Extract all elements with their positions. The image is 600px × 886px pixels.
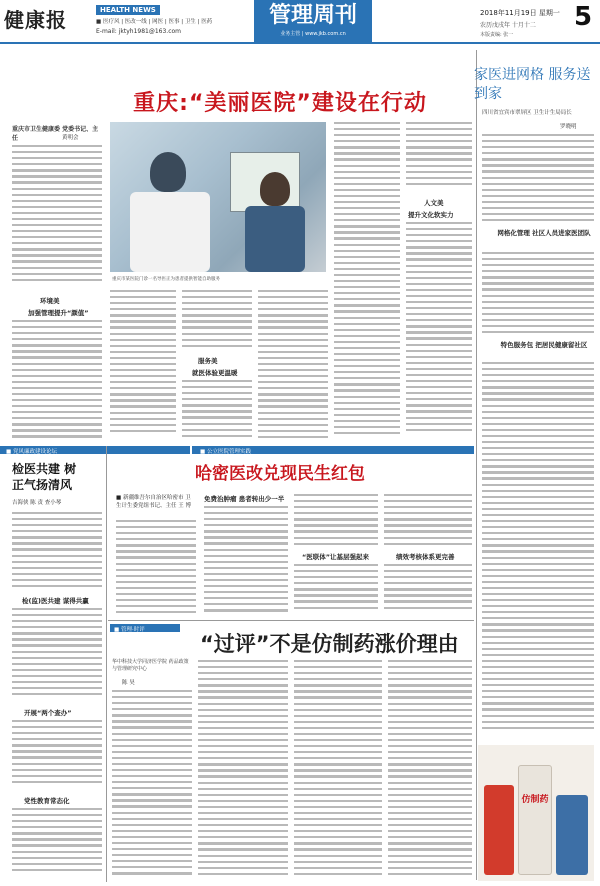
party-forum-label: ■ 党风廉政建设论坛	[6, 449, 57, 455]
generic-body-4	[388, 660, 472, 880]
lower-section-divider	[108, 620, 474, 621]
hami-headline: 哈密医改兑现民生红包	[195, 464, 365, 484]
lead-photo	[110, 122, 326, 272]
hami-byline: ■ 新疆维吾尔自治区哈密市 卫生计生委党组书记、主任 王 博	[116, 495, 191, 509]
left-box-body-3	[12, 720, 102, 792]
left-box-divider	[106, 446, 107, 882]
commentary-label: ■ 管理·时评	[114, 627, 145, 633]
left-subhead-cooperation: 检(监)医共建 谋得共赢	[22, 597, 89, 605]
left-box-body-2	[12, 608, 102, 704]
hami-body-6	[384, 564, 472, 616]
lead-body-col5	[334, 122, 400, 444]
newspaper-brand: 健康报	[4, 8, 67, 32]
lead-body-col3	[182, 290, 252, 350]
generic-body-2	[198, 660, 288, 880]
right-subhead-package: 特色服务包 把居民健康留社区	[500, 341, 588, 349]
hami-body-3	[294, 494, 378, 548]
left-subhead-party-education: 党性教育常态化	[24, 797, 70, 805]
right-article-kicker: 四川省宜宾市翠屏区 卫生计生局局长	[482, 110, 572, 116]
lead-kicker: 重庆市卫生健康委 党委书记、主任	[12, 126, 99, 142]
generic-body-3	[294, 660, 382, 880]
generic-drug-illustration	[478, 745, 594, 881]
hami-body-1	[116, 520, 196, 616]
page-number: 5	[574, 2, 593, 32]
left-subhead-two-investigations: 开展“两个查办”	[24, 709, 72, 717]
right-body-1	[482, 134, 594, 226]
left-box-body-1	[12, 512, 102, 592]
hami-body-2	[204, 506, 288, 616]
subhead-management: 加强管理提升“颜值”	[28, 309, 89, 317]
hami-body-4	[294, 564, 378, 616]
lead-body-col3b	[182, 380, 252, 444]
page-editor: 本版责编: 张一	[480, 32, 514, 38]
brand-english: HEALTH NEWS	[96, 5, 160, 15]
lead-body-col4	[258, 290, 328, 444]
section-subtitle: 业务主管 | www.jkb.com.cn	[280, 31, 346, 37]
subhead-experience: 就医体验更温暖	[192, 369, 238, 377]
subhead-soft-power: 提升文化软实力	[408, 211, 454, 219]
lunar-date: 农历戊戌年 十月十二	[480, 22, 536, 29]
masthead	[0, 0, 600, 44]
lead-body-col6b	[406, 222, 472, 444]
section-title: 管理周刊	[254, 0, 372, 42]
right-subhead-grid: 网格化管理 社区人员进家医团队	[497, 229, 591, 237]
left-box-headline: 检医共建 树正气扬清风	[12, 462, 77, 492]
right-body-2	[482, 252, 594, 338]
hami-subhead-tumor: 免费治肿瘤 患者转出少一半	[204, 495, 285, 503]
illustration-label: 仿制药	[521, 795, 549, 805]
hami-subhead-assessment: 绩效考核体系更完善	[396, 553, 455, 561]
hami-body-5	[384, 494, 472, 548]
generic-drug-kicker: 华中科技大学同济医学院 药品政策与管理研究中心	[112, 659, 189, 672]
lead-body-col1b	[12, 320, 102, 445]
hospital-practice-label: ■ 公立医院管理实践	[200, 449, 251, 455]
lead-body-col6a	[406, 122, 472, 194]
right-article-headline: 家医进网格 服务送到家	[474, 67, 591, 102]
lead-headline: 重庆:“美丽医院”建设在行动	[133, 91, 427, 116]
lead-body-col2	[110, 290, 176, 440]
generic-body-1	[112, 690, 192, 880]
lead-body-col1	[12, 145, 102, 290]
issue-date: 2018年11月19日 星期一	[480, 9, 560, 17]
right-body-3	[482, 362, 594, 740]
right-column-divider	[476, 50, 477, 880]
hami-subhead-alliance: “医联体”让基层强起来	[302, 553, 370, 561]
left-box-body-4	[12, 808, 102, 880]
subhead-culture: 人文美	[424, 199, 444, 207]
lead-author: 黄明会	[62, 135, 79, 141]
subhead-service: 服务美	[198, 357, 218, 365]
masthead-email: E-mail: jktyh1981@163.com	[96, 28, 182, 35]
masthead-links: ■ 医疗风 | 医改一线 | 网医 | 医事 | 卫生 | 医药	[96, 19, 213, 25]
subhead-environment: 环境美	[40, 297, 60, 305]
generic-drug-author: 陈 昊	[122, 680, 135, 686]
photo-caption: 重庆市某医院门诊一名导医正为患者提供智能自助服务	[112, 277, 220, 282]
right-article-author: 罗晓明	[560, 124, 577, 130]
generic-drug-headline: “过评”不是仿制药涨价理由	[200, 632, 459, 656]
left-box-authors: 吉海侠 陈 责 查小琴	[12, 500, 62, 506]
